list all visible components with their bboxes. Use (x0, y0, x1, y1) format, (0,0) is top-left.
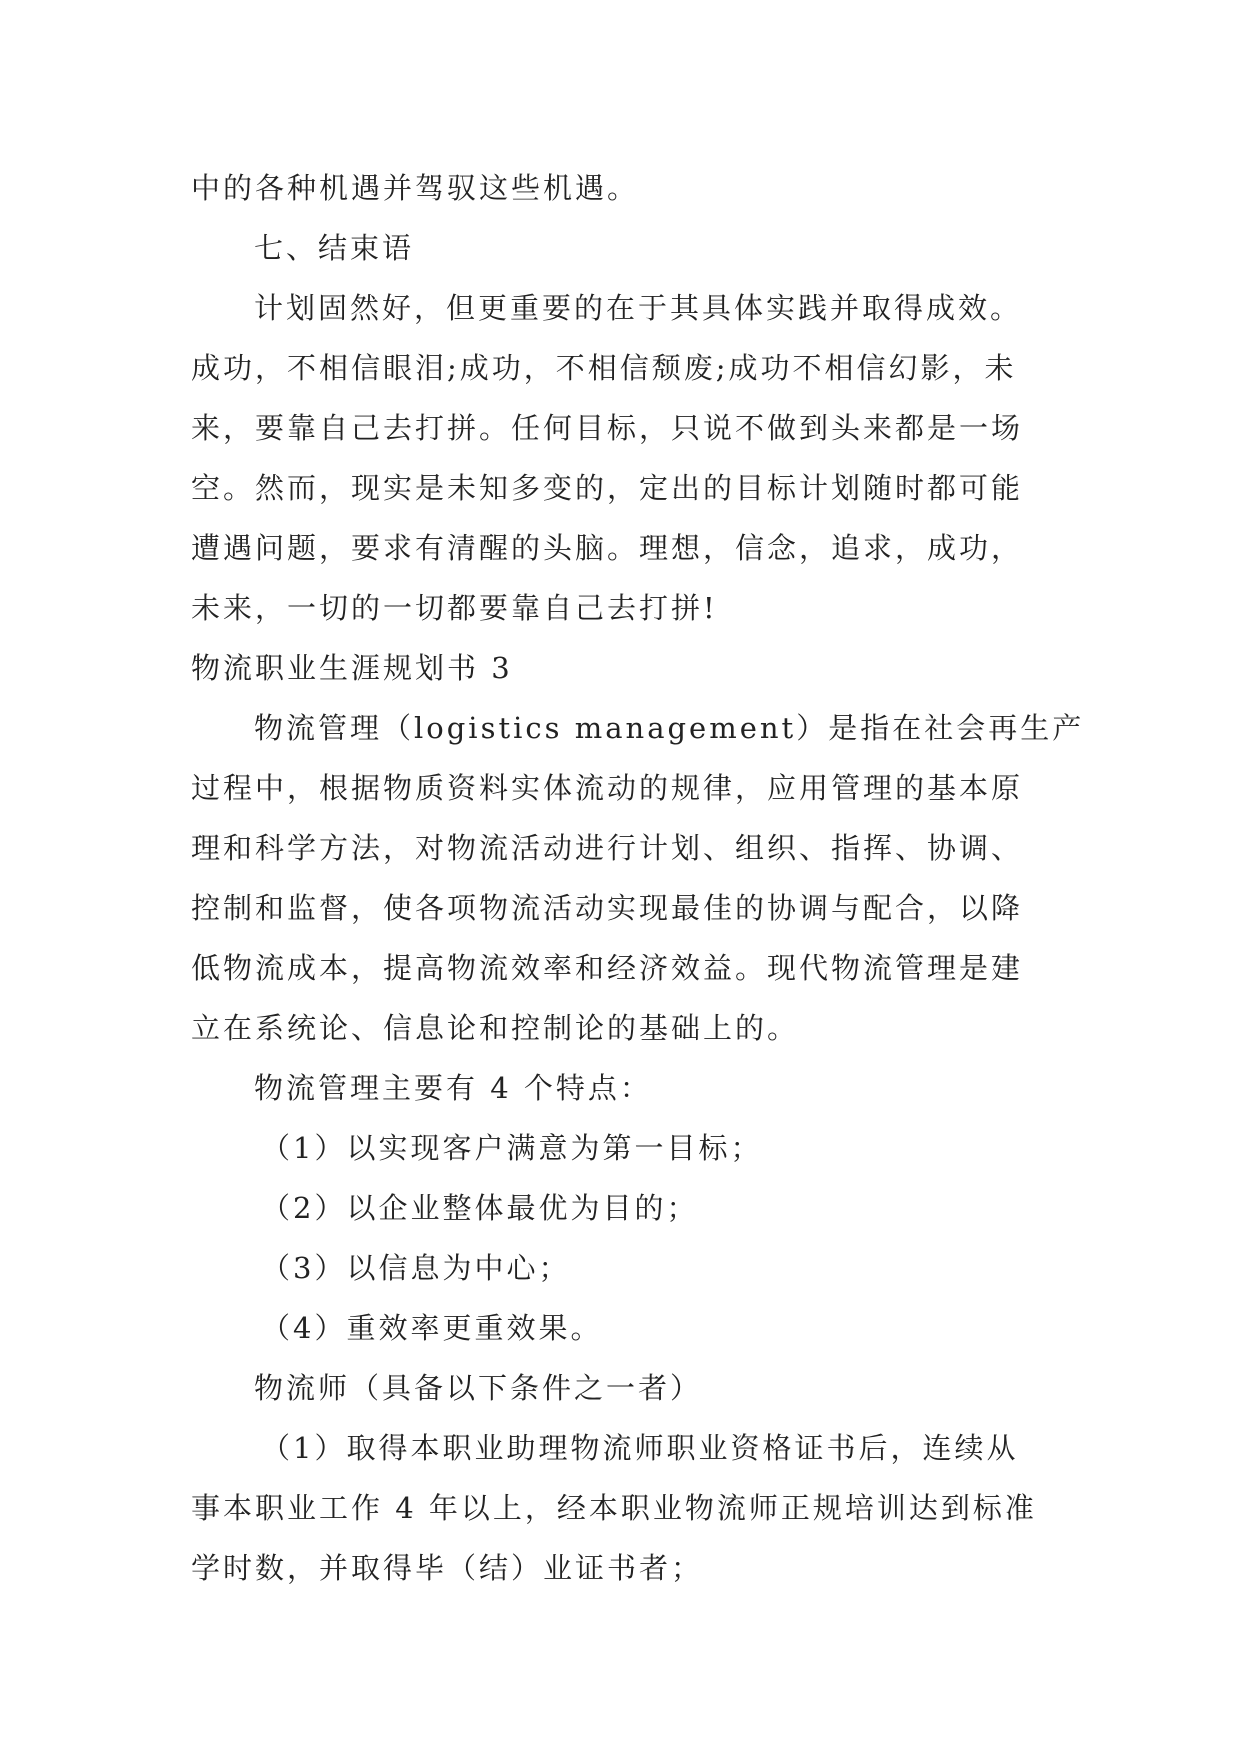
text-line: 未来，一切的一切都要靠自己去打拼! (191, 591, 718, 625)
text-line: 七、结束语 (254, 231, 415, 265)
text-line: 理和科学方法，对物流活动进行计划、组织、指挥、协调、 (191, 831, 1024, 865)
text-line: 物流管理（logistics management）是指在社会再生产 (254, 711, 1085, 745)
text-line: （1）以实现客户满意为第一目标； (261, 1131, 763, 1165)
text-line: 事本职业工作 4 年以上，经本职业物流师正规培训达到标准 (191, 1491, 1037, 1525)
text-line: 空。然而，现实是未知多变的，定出的目标计划随时都可能 (191, 471, 1024, 505)
text-line: 成功，不相信眼泪;成功，不相信颓废;成功不相信幻影，未 (191, 351, 1017, 385)
text-line: 控制和监督，使各项物流活动实现最佳的协调与配合，以降 (191, 891, 1024, 925)
text-line: 计划固然好，但更重要的在于其具体实践并取得成效。 (254, 291, 1023, 325)
text-line: 遭遇问题，要求有清醒的头脑。理想，信念，追求，成功， (191, 531, 1024, 565)
text-line: 物流管理主要有 4 个特点： (254, 1071, 652, 1105)
document-body (191, 158, 1085, 1598)
text-line: 物流职业生涯规划书 3 (191, 651, 513, 685)
text-line: （2）以企业整体最优为目的； (261, 1191, 699, 1225)
text-line: 学时数，并取得毕（结）业证书者； (191, 1551, 704, 1585)
text-line: （4）重效率更重效果。 (261, 1311, 603, 1345)
text-line: 立在系统论、信息论和控制论的基础上的。 (191, 1011, 800, 1045)
text-line: 低物流成本，提高物流效率和经济效益。现代物流管理是建 (191, 951, 1024, 985)
text-line: 来，要靠自己去打拼。任何目标，只说不做到头来都是一场 (191, 411, 1024, 445)
text-line: （3）以信息为中心； (261, 1251, 571, 1285)
text-line: 中的各种机遇并驾驭这些机遇。 (191, 171, 640, 205)
text-line: 过程中，根据物质资料实体流动的规律，应用管理的基本原 (191, 771, 1024, 805)
text-line: （1）取得本职业助理物流师职业资格证书后，连续从 (261, 1431, 1019, 1465)
text-line: 物流师（具备以下条件之一者） (254, 1371, 703, 1405)
